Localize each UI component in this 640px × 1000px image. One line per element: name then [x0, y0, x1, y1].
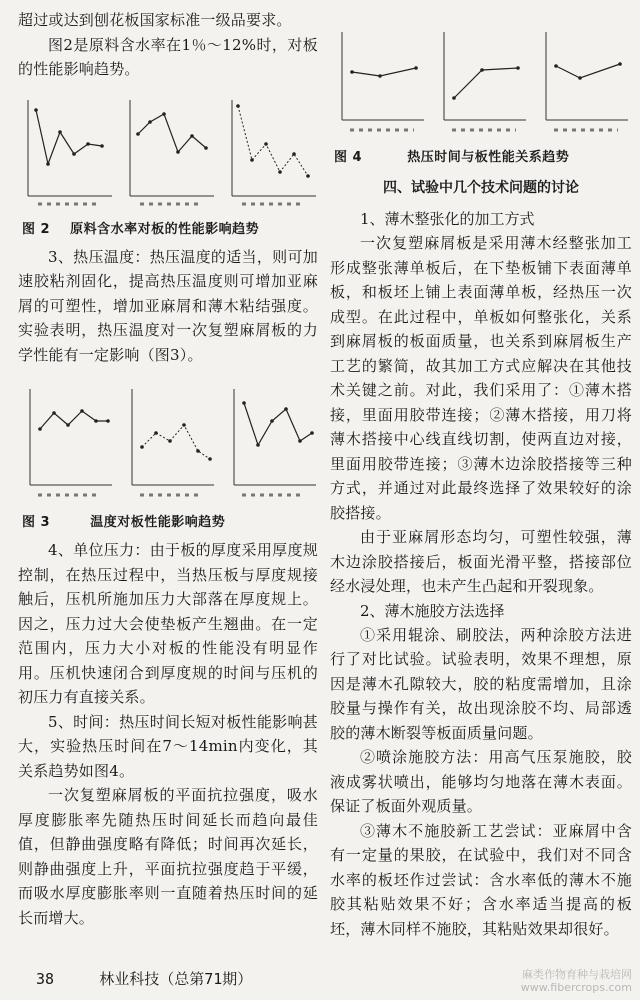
paragraph-3: 3、热压温度：热压温度的适当，则可加速胶粘剂固化，提高热压温度则可增加亚麻屑的可塑性，增加亚麻屑和薄木粘结强度。实验表明，热压温度对一次复塑麻屑板的力学性能有一定影响（图3）。	[18, 247, 318, 364]
page-footer	[36, 968, 252, 989]
paragraph-r3: ①采用辊涂、刷胶法，两种涂胶方法进行了对比试验。试验表明，效果不理想，原因是薄木孔隙较大，胶的粘度需增加，且涂胶量与操作有关，故出现涂胶不均、局部透胶的薄木断裂等板面质量问题。	[330, 625, 632, 742]
watermark-line-1: 麻类作物育种与栽培网	[522, 968, 632, 981]
paragraph-r1: 一次复塑麻屑板是采用薄木经整张加工形成整张薄单板后，在下垫板铺下表面薄单板，和板坯上铺上表面薄单板，经热压一次成型。在此过程中，单板如何整张化，关系到麻屑板的板面质量，也关系到麻屑板生产工艺的繁简，故其加工方式应解决在其他技术关键之前。对此，我们采用了：①薄木搭接，里面用胶带连接；②薄木搭接，用刀将薄木搭接中心线直线切割，使两直边对接，里面用胶带连接；③薄木边涂胶搭接等三种方式，并通过对此最终选择了效果较好的涂胶搭接。	[330, 234, 632, 522]
figure-4	[330, 24, 632, 136]
fig2-plot-b	[120, 92, 216, 210]
fig2-caption: 图 2 原料含水率对板的性能影响趋势	[22, 221, 260, 237]
fig3-caption: 图 3 温度对板性能影响趋势	[22, 515, 226, 530]
watermark-line-2: www.fibercrops.com	[520, 981, 632, 994]
paragraph-r2: 由于亚麻屑形态均匀，可塑性较强，薄木边涂胶搭接后，板面光滑平整，搭接部位经水浸处理，也未产生凸起和开裂现象。	[330, 528, 632, 595]
fig4-caption: 图 4 热压时间与板性能关系趋势	[334, 150, 570, 165]
paragraph-2: 图2是原料含水率在1％～12%时，对板的性能影响趋势。	[18, 35, 318, 78]
fig2-plot-c	[222, 92, 318, 210]
fig4-plot-a	[330, 26, 426, 136]
figure-2	[18, 90, 318, 210]
watermark	[521, 968, 632, 994]
fig3-plot-c	[222, 381, 318, 503]
fig4-plot-b	[432, 26, 528, 136]
subheading-1: 1、薄木整张化的加工方式	[360, 210, 535, 228]
journal-name: 林业科技（总第71期）	[99, 970, 253, 988]
fig4-plot-c	[534, 26, 630, 136]
left-column	[18, 0, 318, 930]
fig3-plot-a	[18, 381, 114, 503]
paragraph-r4: ②喷涂施胶方法：用高气压泵施胶，胶液成雾状喷出，能够均匀地落在薄木表面。保证了板面外观质量。	[330, 748, 632, 815]
subheading-2: 2、薄木施胶方法选择	[360, 601, 505, 620]
paragraph-6: 一次复塑麻屑板的平面抗拉强度，吸水厚度膨胀率先随热压时间延长而趋向最佳值，但静曲强度略有降低；时间再次延长，则静曲强度上升，平面抗拉强度趋于平缓，而吸水厚度膨胀率则一直随着热压时间的延长而增大。	[18, 786, 318, 927]
paragraph-1: 超过或达到刨花板国家标准一级品要求。	[18, 11, 292, 29]
right-column	[330, 0, 632, 941]
figure-3	[18, 379, 318, 503]
fig3-plot-b	[120, 381, 216, 503]
paragraph-r5: ③薄木不施胶新工艺尝试：亚麻屑中含有一定量的果胶，在试验中，我们对不同含水率的板坯作过尝试：含水率低的薄木不施胶其粘贴效果不好；含水率适当提高的板坯，薄木同样不施胶，其粘贴效果却很好。	[330, 821, 632, 938]
page-number: 38	[36, 970, 55, 988]
paragraph-4: 4、单位压力：由于板的厚度采用厚度规控制，在热压过程中，当热压板与厚度规接触后，压机所施加压力大部落在厚度规上。因之，压力过大会使垫板产生翘曲。在一定范围内，压力大小对板的性能没有明显作用。压机快速闭合到厚度规的时间与压机的初压力有直接关系。	[18, 541, 318, 706]
fig2-plot-a	[18, 92, 114, 210]
section-heading: 四、试验中几个技术问题的讨论	[383, 180, 579, 196]
paragraph-5: 5、时间：热压时间长短对板性能影响甚大，实验热压时间在7～14min内变化，其关系趋势如图4。	[18, 712, 318, 780]
